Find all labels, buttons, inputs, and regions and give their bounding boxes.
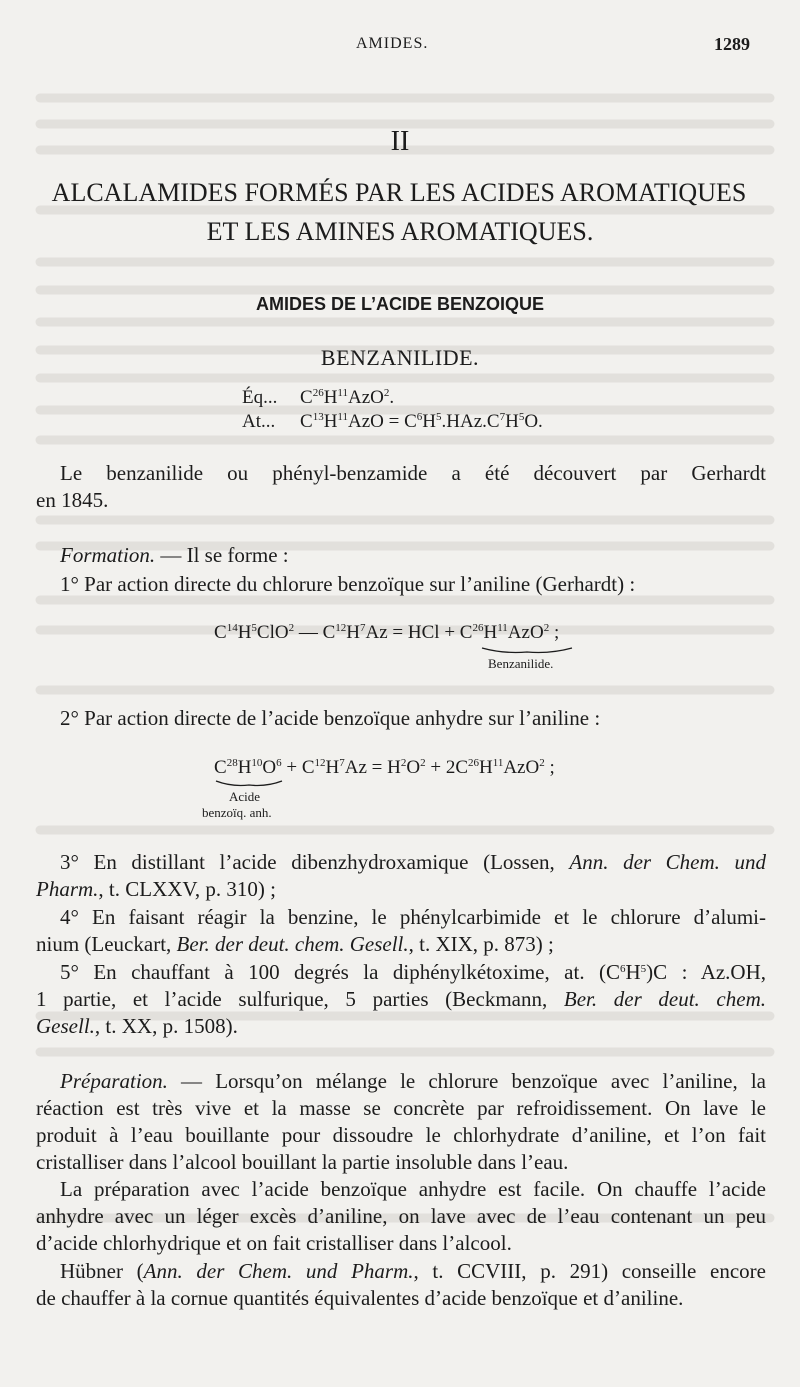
formation-item-1: 1° Par action directe du chlorure benzoïque sur l’aniline (Gerhardt) : [60, 572, 636, 596]
preparation-line-3: produit à l’eau bouillante pour dissoudre le chlorhydrate d’aniline, et l’on fait [36, 1123, 766, 1147]
preparation-line-4: cristalliser dans l’alcool bouillant la partie insoluble dans l’eau. [36, 1150, 569, 1174]
section-title-line1: ALCALAMIDES FORMÉS PAR LES ACIDES AROMATIQUES [51, 178, 747, 207]
formation-item-4-line-2: nium (Leuckart, Ber. der deut. chem. Gesell., t. XIX, p. 873) ; [36, 932, 554, 956]
running-title: AMIDES. [356, 35, 429, 52]
equation-1-note: Benzanilide. [488, 656, 554, 671]
formation-item-5-line-3: Gesell., t. XX, p. 1508). [36, 1014, 238, 1038]
equation-2-note-1: Acide [229, 789, 261, 804]
equation-1: $C^{14}H^5ClO^2$ — $C^{12}H^7Az$ = HCl + $C^{26}H^{11}AzO^2$ ; [214, 622, 560, 643]
page-number: 1289 [714, 34, 750, 54]
preparation-line-1-rest: — Lorsqu’on mélange le chlorure benzoïque avec l’aniline, la [167, 1069, 766, 1093]
preparation-para2-line-1: La préparation avec l’acide benzoïque anhydre est facile. On chauffe l’acide [60, 1177, 766, 1201]
formation-heading-line [60, 541, 289, 569]
preparation-para3-line-2: de chauffer à la cornue quantités équivalentes d’acide benzoïque et d’aniline. [36, 1286, 684, 1310]
formation-item-5-line-2: 1 partie, et l’acide sulfurique, 5 parties (Beckmann, Ber. der deut. chem. [36, 987, 766, 1011]
intro-line-2: en 1845. [36, 488, 109, 512]
preparation-heading: Préparation. [60, 1069, 168, 1093]
section-numeral: II [390, 126, 410, 157]
equation-1-brace [480, 646, 574, 656]
section-title-line2: ET LES AMINES AROMATIQUES. [206, 217, 594, 246]
formula-eq-value: $C^{26}H^{11}AzO^2$. [300, 387, 395, 408]
formation-heading: Formation. [60, 543, 156, 567]
equation-2-note-2: benzoïq. anh. [202, 805, 272, 820]
formation-item-2: 2° Par action directe de l’acide benzoïque anhydre sur l’aniline : [60, 706, 601, 730]
formation-heading-rest: — Il se forme : [155, 543, 289, 567]
formula-at-value: $C^{13}H^{11}AzO = C^6H^5.HAz.C^7H^5O$. [300, 411, 543, 432]
equation-2-brace [214, 779, 284, 789]
formula-at-label: At... [242, 411, 276, 432]
formation-item-3-line-2: Pharm., t. CLXXV, p. 310) ; [36, 877, 276, 901]
formation-item-3-line-1: 3° En distillant l’acide dibenzhydroxamique (Lossen, Ann. der Chem. und [60, 850, 766, 874]
preparation-line-2: réaction est très vive et la masse se concrète par refroidissement. On lave le [36, 1096, 766, 1120]
formation-item-5-line-1: 5° En chauffant à 100 degrés la diphénylkétoxime, at. $(C^6H^5)C$ : Az.OH, [60, 960, 767, 984]
formation-item-4-line-1: 4° En faisant réagir la benzine, le phénylcarbimide et le chlorure d’alumi- [60, 905, 766, 929]
preparation-para3-line-1: Hübner (Ann. der Chem. und Pharm., t. CCVIII, p. 291) conseille encore [60, 1259, 766, 1283]
preparation-para2-line-3: d’acide chlorhydrique et on fait cristalliser dans l’alcool. [36, 1231, 512, 1255]
subsection-heading: AMIDES DE L’ACIDE BENZOIQUE [255, 294, 545, 314]
formula-eq-label: Éq... [242, 387, 278, 408]
equation-2: $C^{28}H^{10}O^6 + C^{12}H^7Az = H^2O^2 + 2C^{26}H^{11}AzO^2$ ; [214, 757, 555, 778]
compound-name: BENZANILIDE. [320, 345, 480, 370]
preparation-para2-line-2: anhydre avec un léger excès d’aniline, on lave avec de l’eau contenant un peu [36, 1204, 766, 1228]
preparation-line-1 [60, 1067, 766, 1095]
intro-line-1: Le benzanilide ou phényl-benzamide a été découvert par Gerhardt [60, 461, 766, 485]
